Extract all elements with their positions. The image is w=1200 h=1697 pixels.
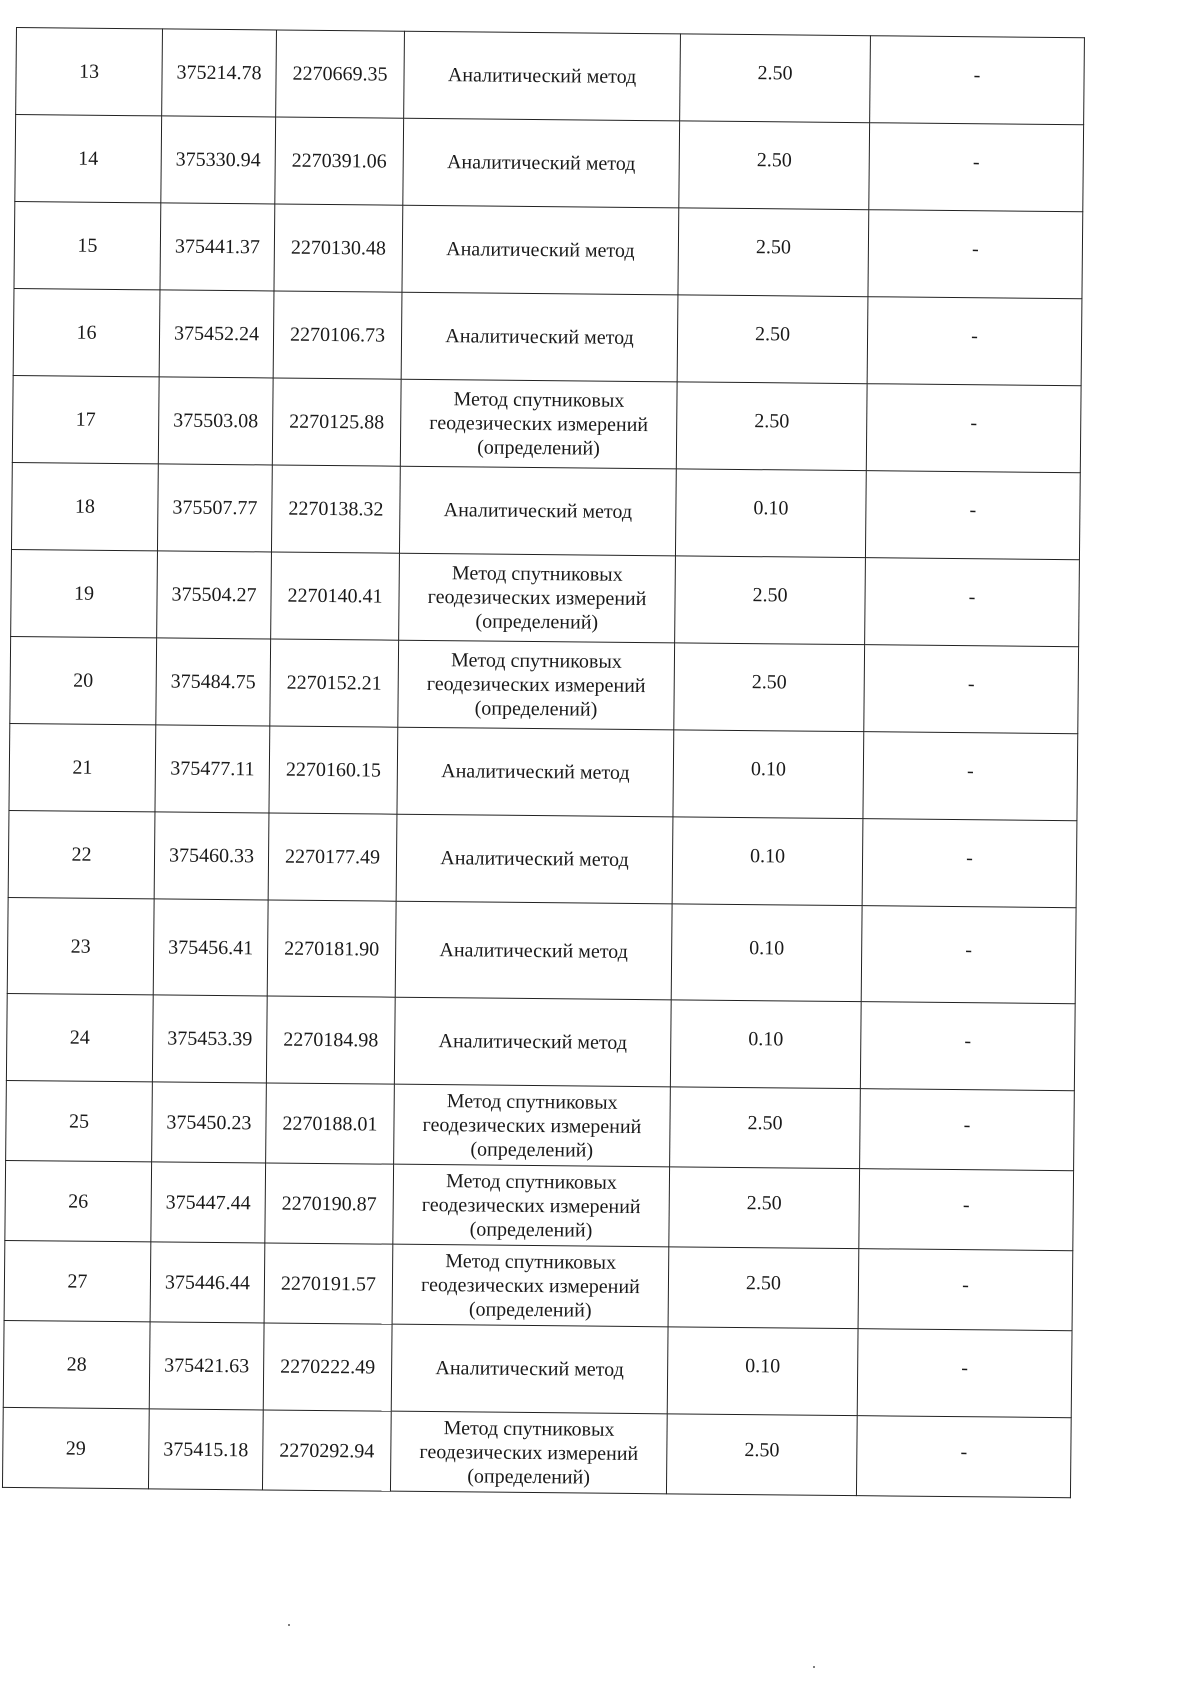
table-row: [2, 1407, 1071, 1497]
method: Метод спутниковых геодезических измерений (определений): [390, 1411, 667, 1494]
note: -: [862, 814, 1077, 903]
coord-x: 375330.94: [161, 116, 276, 204]
note: -: [860, 1084, 1075, 1166]
method: Аналитический метод: [391, 1324, 668, 1414]
coord-x: 375450.23: [152, 1082, 267, 1163]
method: Метод спутниковых геодезических измерений (определений): [393, 1164, 670, 1247]
accuracy: 2.50: [666, 1409, 857, 1491]
accuracy: 2.50: [680, 29, 871, 118]
accuracy: 2.50: [668, 1242, 859, 1324]
method: Аналитический метод: [404, 31, 681, 121]
note: -: [865, 466, 1080, 555]
point-number: 25: [6, 1080, 153, 1161]
coord-y: 2270188.01: [266, 1083, 395, 1164]
note: -: [857, 1324, 1072, 1413]
table-row: [7, 897, 1076, 1003]
accuracy: 0.10: [676, 464, 867, 553]
coord-x: 375503.08: [158, 377, 273, 465]
note: -: [866, 379, 1081, 468]
table-row: [14, 201, 1083, 298]
note: -: [864, 640, 1079, 729]
coord-y: 2270152.21: [270, 639, 399, 727]
scan-speck: [288, 1624, 290, 1626]
coord-y: 2270125.88: [272, 378, 401, 466]
coord-y: 2270130.48: [274, 204, 403, 292]
accuracy: 2.50: [677, 290, 868, 379]
method: Метод спутниковых геодезических измерений (определений): [394, 1084, 671, 1167]
table-row: [4, 1240, 1073, 1330]
table-row: [11, 462, 1080, 559]
table-row: [8, 810, 1077, 907]
point-number: 16: [13, 288, 160, 376]
point-number: 29: [2, 1407, 149, 1488]
table-row: [11, 549, 1080, 646]
method: Аналитический метод: [394, 997, 671, 1087]
note: -: [870, 31, 1085, 120]
method: Аналитический метод: [403, 118, 680, 208]
table-row: [6, 1080, 1075, 1170]
coord-y: 2270160.15: [269, 726, 398, 814]
method: Метод спутниковых геодезических измерений (определений): [398, 640, 675, 730]
accuracy: 0.10: [670, 995, 861, 1084]
accuracy: 2.50: [675, 551, 866, 640]
point-number: 28: [3, 1320, 150, 1408]
table-row: [5, 1160, 1074, 1250]
coord-x: 375214.78: [162, 29, 277, 117]
coord-x: 375446.44: [150, 1242, 265, 1323]
point-number: 26: [5, 1160, 152, 1241]
coord-x: 375415.18: [148, 1409, 263, 1490]
coord-y: 2270140.41: [271, 552, 400, 640]
coord-x: 375441.37: [160, 203, 275, 291]
coord-x: 375504.27: [157, 551, 272, 639]
note: -: [865, 553, 1080, 642]
point-number: 21: [9, 723, 156, 811]
coord-y: 2270391.06: [275, 117, 404, 205]
table-row: [3, 1320, 1072, 1417]
accuracy: 0.10: [673, 725, 864, 814]
coord-y: 2270138.32: [271, 465, 400, 553]
note: -: [858, 1244, 1073, 1326]
coord-x: 375421.63: [149, 1322, 264, 1410]
coord-x: 375452.24: [159, 290, 274, 378]
method: Метод спутниковых геодезических измерений (определений): [400, 379, 677, 469]
table-row: [15, 115, 1084, 212]
method: Аналитический метод: [395, 901, 672, 1000]
table-row: [6, 993, 1075, 1090]
point-number: 22: [8, 810, 155, 898]
coord-y: 2270669.35: [276, 30, 405, 118]
accuracy: 0.10: [672, 812, 863, 901]
point-number: 14: [15, 115, 162, 203]
method: Метод спутниковых геодезических измерений (определений): [392, 1244, 669, 1327]
method: Метод спутниковых геодезических измерений (определений): [399, 553, 676, 643]
coord-y: 2270190.87: [265, 1163, 394, 1244]
coord-x: 375456.41: [153, 899, 268, 996]
point-number: 27: [4, 1240, 151, 1321]
point-number: 17: [12, 375, 159, 463]
table-row: [13, 288, 1082, 385]
coord-x: 375447.44: [151, 1162, 266, 1243]
table-row: [9, 723, 1078, 820]
accuracy: 2.50: [679, 116, 870, 205]
method: Аналитический метод: [397, 727, 674, 817]
point-number: 19: [11, 549, 158, 637]
coord-x: 375484.75: [156, 638, 271, 726]
coord-y: 2270222.49: [263, 1323, 392, 1411]
point-number: 23: [7, 897, 154, 994]
note: -: [868, 205, 1083, 294]
method: Аналитический метод: [399, 466, 676, 556]
note: -: [860, 997, 1075, 1086]
coordinates-table: [2, 27, 1085, 1498]
coord-y: 2270191.57: [264, 1243, 393, 1324]
point-number: 24: [6, 993, 153, 1081]
note: -: [863, 727, 1078, 816]
accuracy: 0.10: [667, 1322, 858, 1411]
accuracy: 2.50: [674, 638, 865, 727]
coord-y: 2270106.73: [273, 291, 402, 379]
point-number: 15: [14, 201, 161, 289]
point-number: 13: [16, 28, 163, 116]
note: -: [859, 1164, 1074, 1246]
scan-speck: [813, 1666, 815, 1668]
table-row: [12, 375, 1081, 472]
note: -: [867, 292, 1082, 381]
accuracy: 2.50: [669, 1162, 860, 1244]
coord-y: 2270181.90: [267, 900, 396, 997]
coord-y: 2270184.98: [266, 996, 395, 1084]
coord-x: 375507.77: [157, 464, 272, 552]
coord-x: 375477.11: [155, 725, 270, 813]
table-row: [10, 636, 1079, 733]
accuracy: 2.50: [678, 203, 869, 292]
accuracy: 2.50: [670, 1082, 861, 1164]
note: -: [856, 1411, 1071, 1493]
coord-y: 2270292.94: [262, 1410, 391, 1491]
point-number: 18: [11, 462, 158, 550]
note: -: [869, 118, 1084, 207]
coord-y: 2270177.49: [268, 813, 397, 901]
table-row: [16, 28, 1085, 125]
accuracy: 2.50: [676, 377, 867, 466]
coord-x: 375460.33: [154, 812, 269, 900]
method: Аналитический метод: [401, 292, 678, 382]
coord-x: 375453.39: [152, 995, 267, 1083]
accuracy: 0.10: [671, 899, 862, 997]
method: Аналитический метод: [402, 205, 679, 295]
point-number: 20: [10, 636, 157, 724]
note: -: [861, 901, 1076, 999]
method: Аналитический метод: [396, 814, 673, 904]
